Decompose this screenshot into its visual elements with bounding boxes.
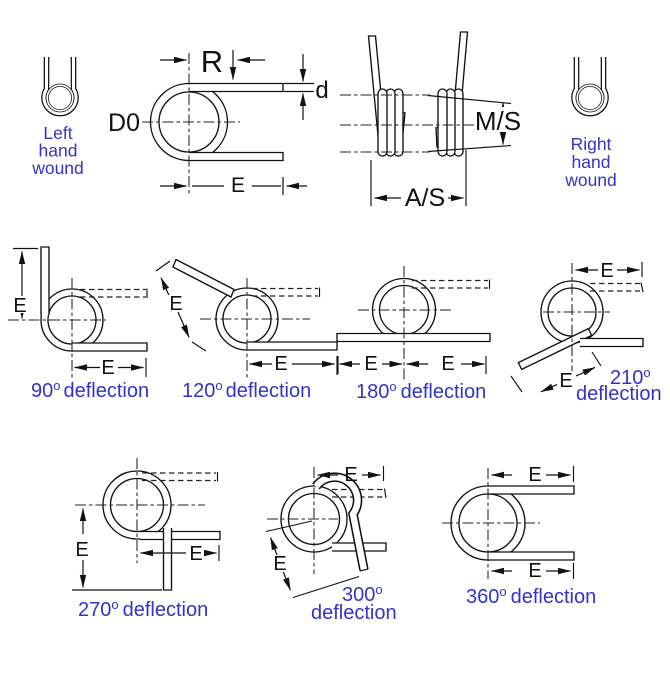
- deflection-180-diagram: [337, 266, 490, 403]
- e-label-210-diagonal: E: [559, 370, 573, 392]
- deflection-label-300-angle: 300$^o$: [342, 582, 383, 606]
- right-wound-line3: wound: [565, 170, 617, 190]
- e-label-120-horizontal: E: [274, 353, 288, 375]
- dim-label-r: R: [200, 44, 224, 79]
- deflection-label-120: 120$^o$ deflection: [182, 378, 312, 402]
- e-label-120-diagonal: E: [169, 293, 183, 315]
- e-label-300-top: E: [344, 464, 358, 486]
- horizontal-leg: [580, 339, 643, 347]
- dim-label-as: A/S: [404, 184, 446, 212]
- deflection-210-diagram: [511, 260, 662, 405]
- horizontal-leg: [72, 343, 147, 351]
- e-label-270-horizontal: E: [189, 543, 203, 565]
- dim-label-e-front: E: [230, 174, 246, 197]
- e-label-210-top: E: [600, 260, 614, 282]
- e-label-90-horizontal: E: [101, 357, 115, 379]
- e-label-360-top: E: [528, 464, 542, 486]
- right-wound-spring-icon: [574, 57, 606, 114]
- side-coil: [378, 89, 387, 156]
- bottom-leg: [488, 552, 574, 560]
- deflection-label-210-word: deflection: [576, 383, 662, 405]
- e-label-300-diagonal: E: [273, 553, 287, 575]
- deflection-label-90: 90$^o$ deflection: [31, 378, 150, 402]
- e-label-180-right: E: [441, 353, 455, 375]
- dim-label-ms: M/S: [474, 106, 522, 136]
- right-wound-line2: hand: [571, 152, 611, 172]
- e-label-270-vertical: E: [75, 539, 89, 561]
- dim-label-d: d: [315, 77, 329, 104]
- deflection-label-270: 270$^o$ deflection: [78, 597, 209, 621]
- deflection-label-180: 180$^o$ deflection: [356, 379, 487, 403]
- horizontal-leg: [247, 342, 337, 350]
- deflection-120-diagram: [156, 260, 337, 403]
- top-leg: [189, 84, 283, 92]
- dim-label-d0: D0: [108, 109, 140, 137]
- right-wound-label: [564, 134, 617, 190]
- e-label-90-vertical: E: [13, 295, 27, 317]
- top-leg: [488, 486, 574, 494]
- left-wound-spring-icon: [44, 57, 76, 114]
- horizontal-leg: [140, 532, 220, 540]
- side-coil: [438, 89, 447, 156]
- deflection-360-diagram: [442, 464, 596, 608]
- deflection-270-diagram: [72, 458, 220, 621]
- deflection-label-210-angle: 210$^o$: [610, 365, 651, 389]
- angled-leg: [173, 260, 234, 298]
- right-wound-line1: Right: [570, 134, 612, 154]
- e-label-180-left: E: [364, 353, 378, 375]
- left-wound-line1: Left: [43, 123, 73, 143]
- deflection-label-300-word: deflection: [311, 602, 397, 624]
- side-view-diagram: [340, 32, 521, 212]
- deflection-label-360: 360$^o$ deflection: [466, 584, 597, 608]
- deflection-90-diagram: [8, 247, 149, 402]
- vertical-leg: [164, 528, 172, 590]
- bottom-leg: [189, 153, 283, 161]
- bottom-legs: [337, 334, 490, 342]
- deflection-300-diagram: [266, 464, 397, 624]
- left-wound-label: [31, 123, 84, 178]
- left-wound-line2: hand: [38, 140, 78, 161]
- front-view-diagram: [108, 44, 329, 197]
- vertical-leg: [41, 247, 49, 315]
- left-wound-line3: wound: [32, 158, 84, 178]
- e-label-360-bottom: E: [528, 560, 542, 582]
